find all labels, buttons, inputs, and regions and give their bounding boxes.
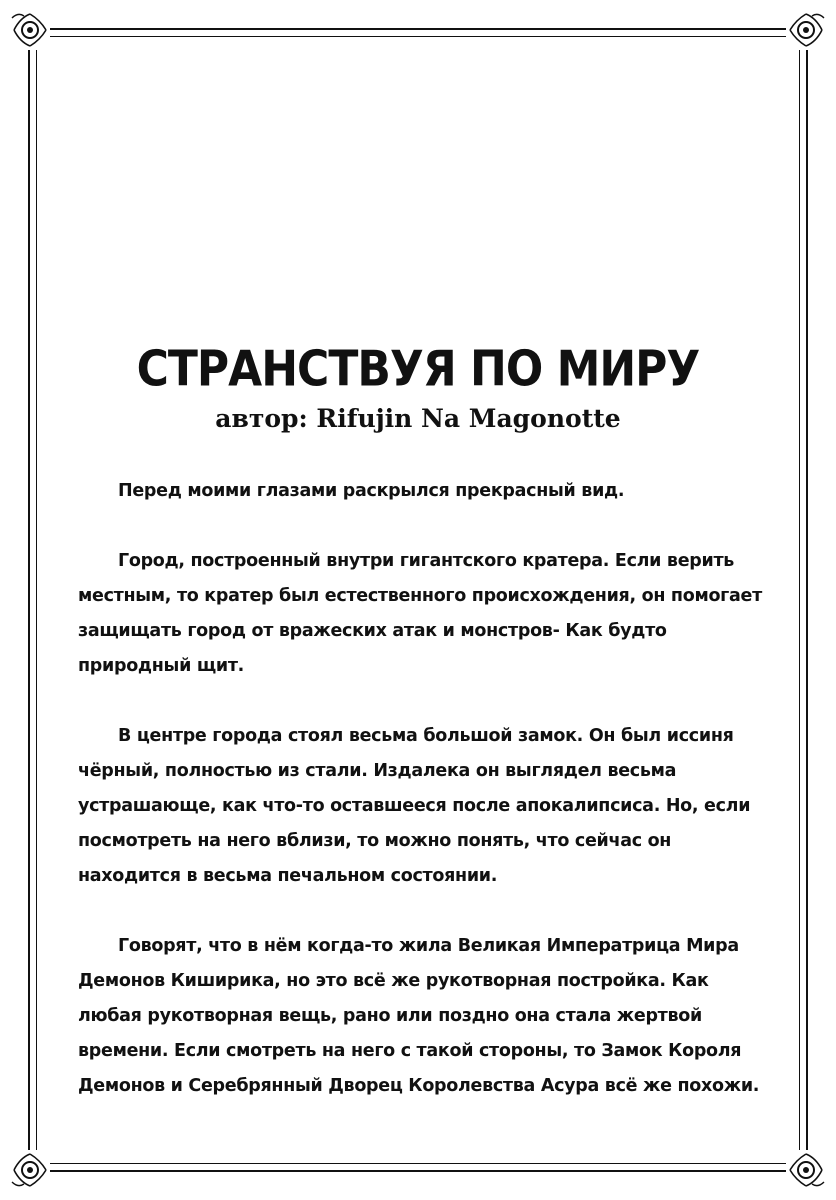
corner-ornament-icon <box>786 1150 826 1190</box>
paragraph: Город, построенный внутри гигантского кратера. Если верить местным, то кратер был естественного происхождения, он помогает защищать город от вражеских атак и монстров- Как будто природный щит. <box>78 551 762 676</box>
author-line: автор: Rifujin Na Magonotte <box>215 404 621 433</box>
paragraph: Перед моими глазами раскрылся прекрасный вид. <box>118 481 625 501</box>
paragraph: Говорят, что в нём когда-то жила Великая Императрица Мира Демонов Киширика, но это всё же рукотворная постройка. Как любая рукотворная вещь, рано или поздно она стала жертвой времени. Если смотреть на него с такой стороны, то Замок Короля Демонов и Серебрянный Дворец Королевства Асура всё же похожи. <box>78 936 760 1096</box>
paragraph: В центре города стоял весьма большой замок. Он был иссиня чёрный, полностью из стали. Издалека он выглядел весьма устрашающе, как что-то оставшееся после апокалипсиса. Но, если посмотреть на него вблизи, то можно понять, что сейчас он находится в весьма печальном состоянии. <box>78 726 751 886</box>
chapter-title: СТРАНСТВУЯ ПО МИРУ <box>136 340 700 398</box>
corner-ornament-icon <box>10 1150 50 1190</box>
body-text <box>78 474 766 1104</box>
corner-ornament-icon <box>10 10 50 50</box>
corner-ornament-icon <box>786 10 826 50</box>
